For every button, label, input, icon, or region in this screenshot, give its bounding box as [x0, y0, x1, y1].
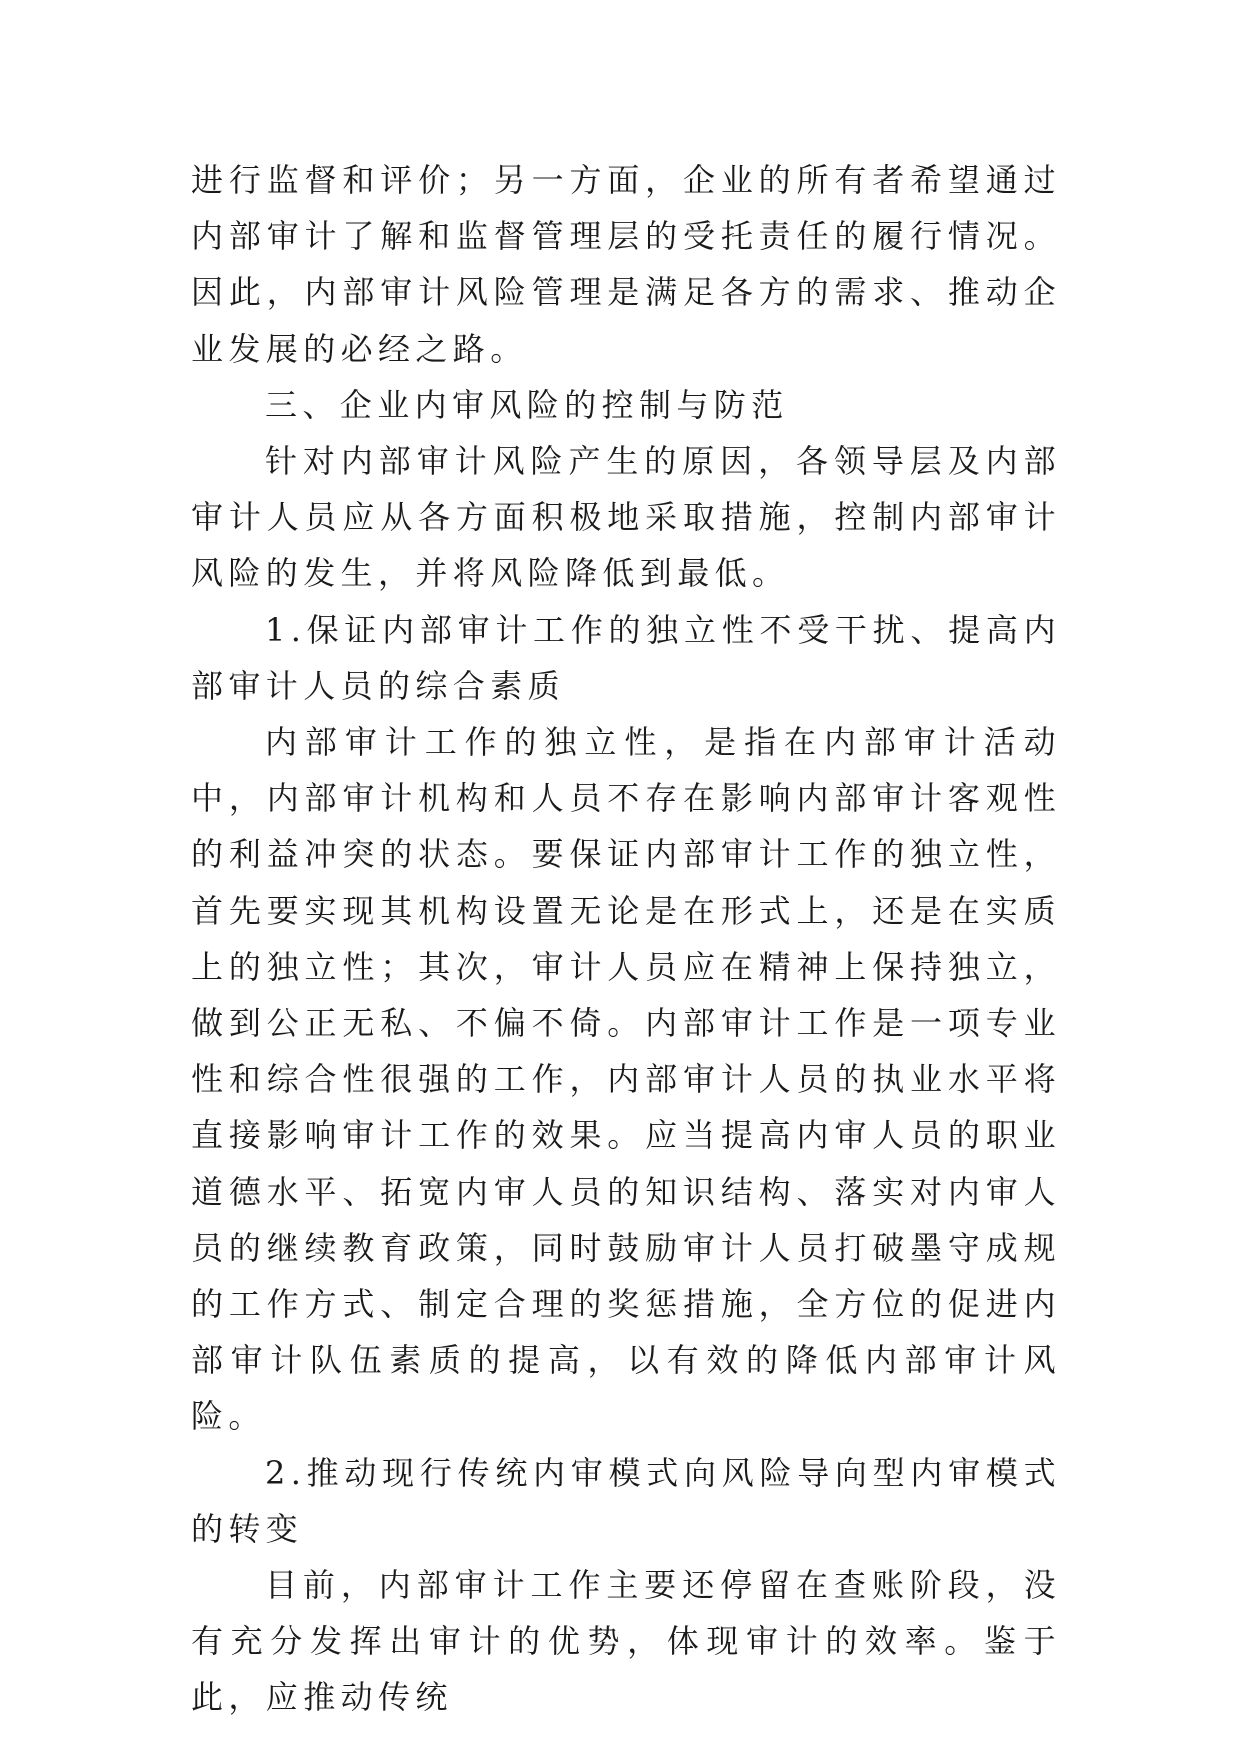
paragraph: 内部审计工作的独立性，是指在内部审计活动中，内部审计机构和人员不存在影响内部审计客观性的利益冲突的状态。要保证内部审计工作的独立性，首先要实现其机构设置无论是在形式上，还是在实质上的独立性；其次，审计人员应在精神上保持独立，做到公正无私、不偏不倚。内部审计工作是一项专业性和综合性很强的工作，内部审计人员的执业水平将直接影响审计工作的效果。应当提高内审人员的职业道德水平、拓宽内审人员的知识结构、落实对内审人员的继续教育政策，同时鼓励审计人员打破墨守成规的工作方式、制定合理的奖惩措施，全方位的促进内部审计队伍素质的提高，以有效的降低内部审计风险。	[191, 723, 1061, 1436]
body-text	[191, 152, 1061, 1726]
paragraph-continuation: 进行监督和评价；另一方面，企业的所有者希望通过内部审计了解和监督管理层的受托责任的履行情况。因此，内部审计风险管理是满足各方的需求、推动企业发展的必经之路。	[191, 161, 1061, 368]
paragraph: 针对内部审计风险产生的原因，各领导层及内部审计人员应从各方面积极地采取措施，控制内部审计风险的发生，并将风险降低到最低。	[191, 442, 1061, 593]
paragraph: 目前，内部审计工作主要还停留在查账阶段，没有充分发挥出审计的优势，体现审计的效率。鉴于此，应推动传统	[191, 1566, 1061, 1717]
subheading-1: 1.保证内部审计工作的独立性不受干扰、提高内部审计人员的综合素质	[191, 610, 1061, 705]
section-heading: 三、企业内审风险的控制与防范	[265, 385, 789, 424]
subheading-2: 2.推动现行传统内审模式向风险导向型内审模式的转变	[191, 1453, 1061, 1548]
